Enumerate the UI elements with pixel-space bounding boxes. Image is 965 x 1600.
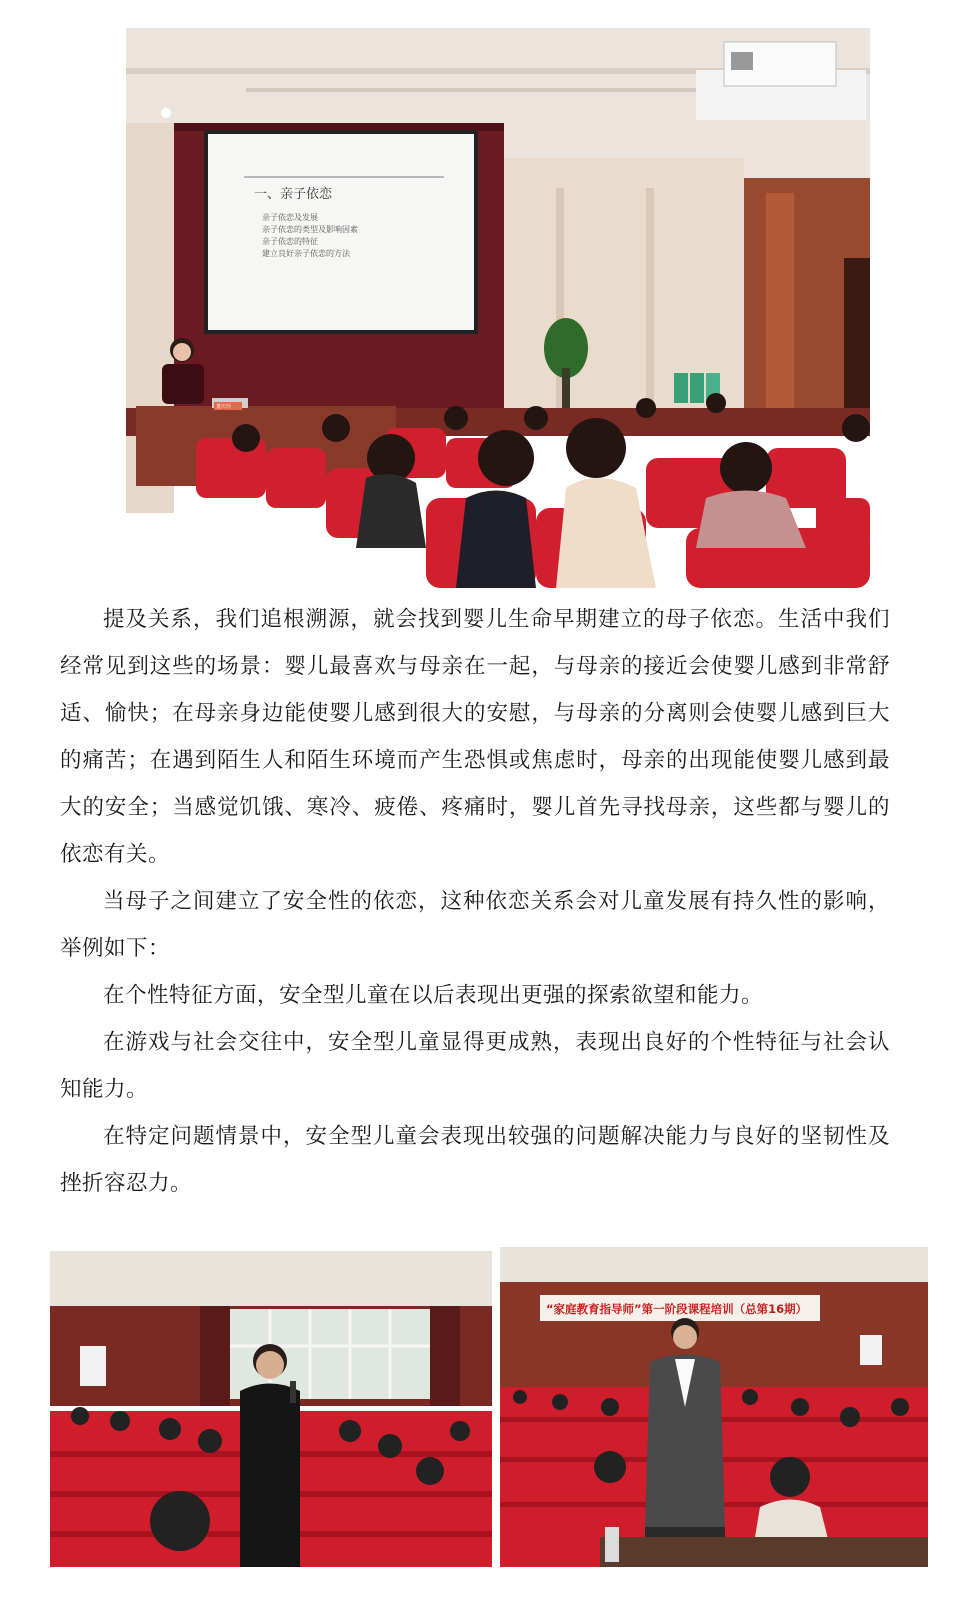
paragraph: 提及关系，我们追根溯源，就会找到婴儿生命早期建立的母子依恋。生活中我们经常见到这些的场景：婴儿最喜欢与母亲在一起，与母亲的接近会使婴儿感到非常舒适、愉快；在母亲身边能使婴儿感到很大的安慰，与母亲的分离则会使婴儿感到巨大的痛苦；在遇到陌生人和陌生环境而产生恐惧或焦虑时，母亲的出现能使婴儿感到最大的安全；当感觉饥饿、寒冷、疲倦、疼痛时，婴儿首先寻找母亲，这些都与婴儿的依恋有关。 [60, 607, 890, 867]
participant-speaking-photo [500, 1247, 928, 1567]
paragraph: 在个性特征方面，安全型儿童在以后表现出更强的探索欲望和能力。 [103, 983, 764, 1008]
lecture-hall-photo [126, 28, 870, 588]
paragraph: 当母子之间建立了安全性的依恋，这种依恋关系会对儿童发展有持久性的影响，举例如下： [60, 889, 890, 961]
slide-item: 亲子依恋及发展 [262, 213, 318, 222]
speaker-in-audience-photo [50, 1251, 492, 1567]
podium-name-card: 董庆玲 [216, 404, 232, 410]
paragraph: 在特定问题情景中，安全型儿童会表现出较强的问题解决能力与良好的坚韧性及挫折容忍力。 [60, 1124, 890, 1196]
slide-item: 亲子依恋的特征 [262, 237, 318, 246]
paragraph: 在游戏与社会交往中，安全型儿童显得更成熟，表现出良好的个性特征与社会认知能力。 [60, 1030, 890, 1102]
slide-item: 亲子依恋的类型及影响因素 [262, 225, 358, 234]
article-body [60, 596, 890, 1207]
training-banner: “家庭教育指导师”第一阶段课程培训（总第16期） [546, 1302, 808, 1316]
slide-title: 一、亲子依恋 [254, 187, 333, 202]
slide-item: 建立良好亲子依恋的方法 [262, 249, 350, 258]
